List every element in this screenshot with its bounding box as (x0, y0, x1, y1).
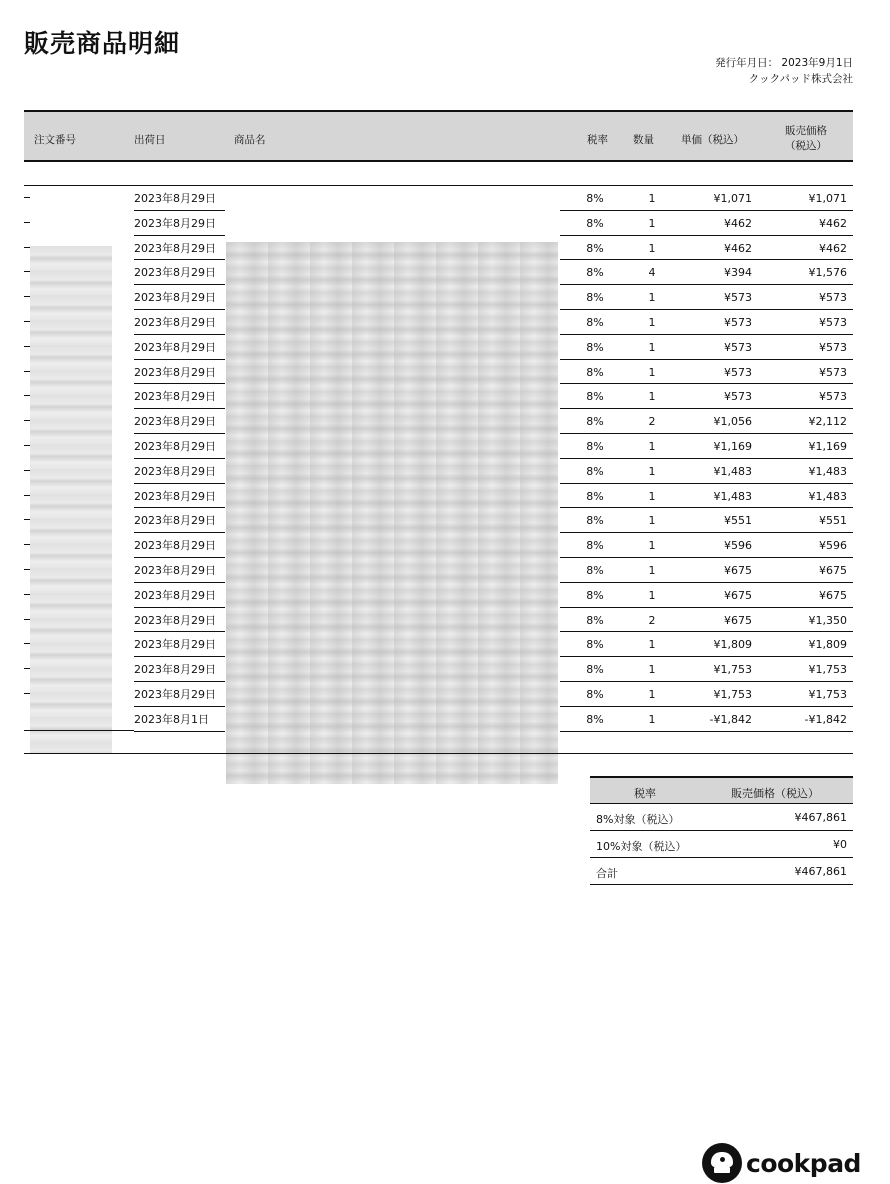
unit-price-cell: ¥573 (674, 384, 754, 409)
order-no-cell (24, 222, 30, 223)
unit-price-cell: ¥675 (674, 558, 754, 583)
ship-date-cell: 2023年8月29日 (134, 682, 225, 707)
total-price-cell: ¥573 (754, 310, 853, 335)
order-no-cell (24, 445, 30, 446)
unit-price-cell: ¥1,753 (674, 657, 754, 682)
order-no-cell (24, 470, 30, 471)
summary-value: ¥467,861 (794, 811, 847, 824)
issue-date: 発行年月日： 2023年9月1日 (715, 57, 853, 69)
order-no-cell (24, 668, 30, 669)
header-product-name: 商品名 (234, 134, 266, 146)
tax-summary-table (590, 776, 853, 885)
ship-date-cell: 2023年8月29日 (134, 484, 225, 509)
quantity-cell: 1 (630, 285, 674, 310)
tax-rate-cell: 8% (560, 260, 630, 285)
quantity-cell: 4 (630, 260, 674, 285)
quantity-cell: 1 (630, 384, 674, 409)
quantity-cell: 1 (630, 310, 674, 335)
chef-hat-icon (702, 1143, 742, 1183)
summary-label: 8%対象（税込） (596, 813, 680, 826)
order-no-cell (24, 594, 30, 595)
unit-price-cell: -¥1,842 (674, 707, 754, 732)
quantity-cell: 1 (630, 707, 674, 732)
header-quantity: 数量 (633, 134, 654, 146)
total-price-cell: ¥675 (754, 583, 853, 608)
unit-price-cell: ¥573 (674, 310, 754, 335)
tax-rate-cell: 8% (560, 310, 630, 335)
ship-date-cell: 2023年8月29日 (134, 632, 225, 657)
tax-rate-cell: 8% (560, 707, 630, 732)
order-no-cell (24, 247, 30, 248)
summary-row (590, 831, 853, 858)
tax-rate-cell: 8% (560, 484, 630, 509)
summary-label: 10%対象（税込） (596, 840, 687, 853)
logo-text: cookpad (746, 1148, 861, 1178)
ship-date-cell: 2023年8月1日 (134, 707, 225, 732)
order-no-cell (24, 346, 30, 347)
order-no-cell (24, 643, 30, 644)
table-row (24, 285, 853, 310)
ship-date-cell: 2023年8月29日 (134, 310, 225, 335)
total-price-cell: ¥1,483 (754, 484, 853, 509)
tax-rate-cell: 8% (560, 409, 630, 434)
summary-header (590, 776, 853, 804)
table-header (24, 110, 853, 162)
ship-date-cell: 2023年8月29日 (134, 236, 225, 261)
ship-date-cell: 2023年8月29日 (134, 335, 225, 360)
order-no-cell (24, 420, 30, 421)
tax-rate-cell: 8% (560, 335, 630, 360)
ship-date-cell: 2023年8月29日 (134, 558, 225, 583)
unit-price-cell: ¥462 (674, 236, 754, 261)
unit-price-cell: ¥1,169 (674, 434, 754, 459)
quantity-cell: 1 (630, 657, 674, 682)
unit-price-cell: ¥1,483 (674, 484, 754, 509)
total-price-cell: ¥551 (754, 508, 853, 533)
tax-rate-cell: 8% (560, 533, 630, 558)
table-row (24, 583, 853, 608)
quantity-cell: 1 (630, 583, 674, 608)
total-price-cell: ¥573 (754, 285, 853, 310)
unit-price-cell: ¥1,483 (674, 459, 754, 484)
quantity-cell: 1 (630, 632, 674, 657)
header-tax-rate: 税率 (587, 134, 608, 146)
table-row (24, 682, 853, 707)
summary-label: 合計 (596, 867, 618, 880)
header-total-line1: 販売価格 (785, 125, 827, 137)
ship-date-cell: 2023年8月29日 (134, 260, 225, 285)
table-row (24, 384, 853, 409)
quantity-cell: 1 (630, 211, 674, 236)
table-row (24, 558, 853, 583)
total-price-cell: ¥573 (754, 360, 853, 385)
total-price-cell: ¥1,809 (754, 632, 853, 657)
unit-price-cell: ¥462 (674, 211, 754, 236)
order-no-cell (24, 271, 30, 272)
order-no-cell (24, 519, 30, 520)
ship-date-cell: 2023年8月29日 (134, 608, 225, 633)
table-row (24, 211, 853, 236)
unit-price-cell: ¥1,753 (674, 682, 754, 707)
tax-rate-cell: 8% (560, 285, 630, 310)
ship-date-cell: 2023年8月29日 (134, 533, 225, 558)
quantity-cell: 1 (630, 558, 674, 583)
total-price-cell: ¥2,112 (754, 409, 853, 434)
unit-price-cell: ¥573 (674, 335, 754, 360)
unit-price-cell: ¥675 (674, 608, 754, 633)
table-row (24, 186, 853, 211)
total-price-cell: ¥573 (754, 335, 853, 360)
ship-date-cell: 2023年8月29日 (134, 211, 225, 236)
tax-rate-cell: 8% (560, 211, 630, 236)
cookpad-logo (702, 1140, 861, 1184)
total-price-cell: ¥1,753 (754, 682, 853, 707)
tax-rate-cell: 8% (560, 360, 630, 385)
quantity-cell: 1 (630, 236, 674, 261)
quantity-cell: 1 (630, 484, 674, 509)
tax-rate-cell: 8% (560, 608, 630, 633)
unit-price-cell: ¥573 (674, 285, 754, 310)
order-no-cell (24, 197, 30, 198)
total-price-cell: ¥1,071 (754, 186, 853, 211)
unit-price-cell: ¥573 (674, 360, 754, 385)
tax-rate-cell: 8% (560, 384, 630, 409)
table-row (24, 632, 853, 657)
ship-date-cell: 2023年8月29日 (134, 384, 225, 409)
table-row (24, 236, 853, 261)
table-row (24, 260, 853, 285)
total-price-cell: ¥1,169 (754, 434, 853, 459)
header-ship-date: 出荷日 (134, 134, 166, 146)
table-row (24, 533, 853, 558)
header-order-no: 注文番号 (34, 134, 76, 146)
table-row (24, 657, 853, 682)
ship-date-cell: 2023年8月29日 (134, 508, 225, 533)
header-total-line2: （税込） (785, 140, 827, 152)
total-price-cell: ¥675 (754, 558, 853, 583)
quantity-cell: 1 (630, 459, 674, 484)
total-price-cell: ¥462 (754, 236, 853, 261)
quantity-cell: 1 (630, 360, 674, 385)
quantity-cell: 1 (630, 335, 674, 360)
tax-rate-cell: 8% (560, 186, 630, 211)
tax-rate-cell: 8% (560, 434, 630, 459)
tax-rate-cell: 8% (560, 632, 630, 657)
order-no-cell (24, 321, 30, 322)
table-row (24, 310, 853, 335)
tax-rate-cell: 8% (560, 459, 630, 484)
quantity-cell: 1 (630, 508, 674, 533)
total-price-cell: ¥1,350 (754, 608, 853, 633)
order-no-cell (24, 395, 30, 396)
total-price-cell: ¥1,483 (754, 459, 853, 484)
quantity-cell: 1 (630, 186, 674, 211)
summary-header-tax-rate: 税率 (634, 787, 656, 800)
total-price-cell: ¥1,576 (754, 260, 853, 285)
page-title: 販売商品明細 (24, 29, 181, 58)
tax-rate-cell: 8% (560, 236, 630, 261)
summary-value: ¥0 (833, 838, 847, 851)
summary-row (590, 858, 853, 885)
unit-price-cell: ¥551 (674, 508, 754, 533)
total-price-cell: ¥462 (754, 211, 853, 236)
unit-price-cell: ¥675 (674, 583, 754, 608)
tax-rate-cell: 8% (560, 657, 630, 682)
ship-date-cell: 2023年8月29日 (134, 583, 225, 608)
ship-date-cell: 2023年8月29日 (134, 285, 225, 310)
total-price-cell: ¥573 (754, 384, 853, 409)
summary-value: ¥467,861 (794, 865, 847, 878)
ship-date-cell: 2023年8月29日 (134, 434, 225, 459)
order-no-cell (24, 544, 30, 545)
tax-rate-cell: 8% (560, 583, 630, 608)
ship-date-cell: 2023年8月29日 (134, 657, 225, 682)
unit-price-cell: ¥1,809 (674, 632, 754, 657)
table-row (24, 409, 853, 434)
tax-rate-cell: 8% (560, 682, 630, 707)
ship-date-cell: 2023年8月29日 (134, 459, 225, 484)
issuer-name: クックパッド株式会社 (748, 73, 853, 85)
unit-price-cell: ¥1,056 (674, 409, 754, 434)
table-row (24, 484, 853, 509)
quantity-cell: 1 (630, 682, 674, 707)
table-end-rule (24, 753, 853, 754)
order-no-cell (24, 693, 30, 694)
sales-detail-table (24, 110, 853, 732)
table-row (24, 508, 853, 533)
table-row (24, 434, 853, 459)
table-row (24, 360, 853, 385)
quantity-cell: 1 (630, 434, 674, 459)
order-no-cell (24, 619, 30, 620)
total-price-cell: ¥1,753 (754, 657, 853, 682)
unit-price-cell: ¥394 (674, 260, 754, 285)
table-spacer-row (24, 162, 853, 186)
table-body (24, 162, 853, 732)
ship-date-cell: 2023年8月29日 (134, 186, 225, 211)
ship-date-cell: 2023年8月29日 (134, 409, 225, 434)
issue-info (715, 55, 853, 87)
order-no-cell (24, 495, 30, 496)
quantity-cell: 2 (630, 608, 674, 633)
table-row (24, 459, 853, 484)
order-no-cell (24, 296, 30, 297)
tax-rate-cell: 8% (560, 558, 630, 583)
ship-date-cell: 2023年8月29日 (134, 360, 225, 385)
total-price-cell: ¥596 (754, 533, 853, 558)
header-unit-price: 単価（税込） (681, 134, 744, 146)
summary-header-price: 販売価格（税込） (731, 787, 819, 800)
quantity-cell: 1 (630, 533, 674, 558)
total-price-cell: -¥1,842 (754, 707, 853, 732)
unit-price-cell: ¥596 (674, 533, 754, 558)
order-no-cell (24, 569, 30, 570)
unit-price-cell: ¥1,071 (674, 186, 754, 211)
table-row (24, 608, 853, 633)
table-row (24, 707, 853, 732)
summary-row (590, 804, 853, 831)
quantity-cell: 2 (630, 409, 674, 434)
tax-rate-cell: 8% (560, 508, 630, 533)
order-no-cell (24, 371, 30, 372)
header-total-price (774, 124, 838, 154)
order-no-cell (24, 730, 134, 731)
table-row (24, 335, 853, 360)
